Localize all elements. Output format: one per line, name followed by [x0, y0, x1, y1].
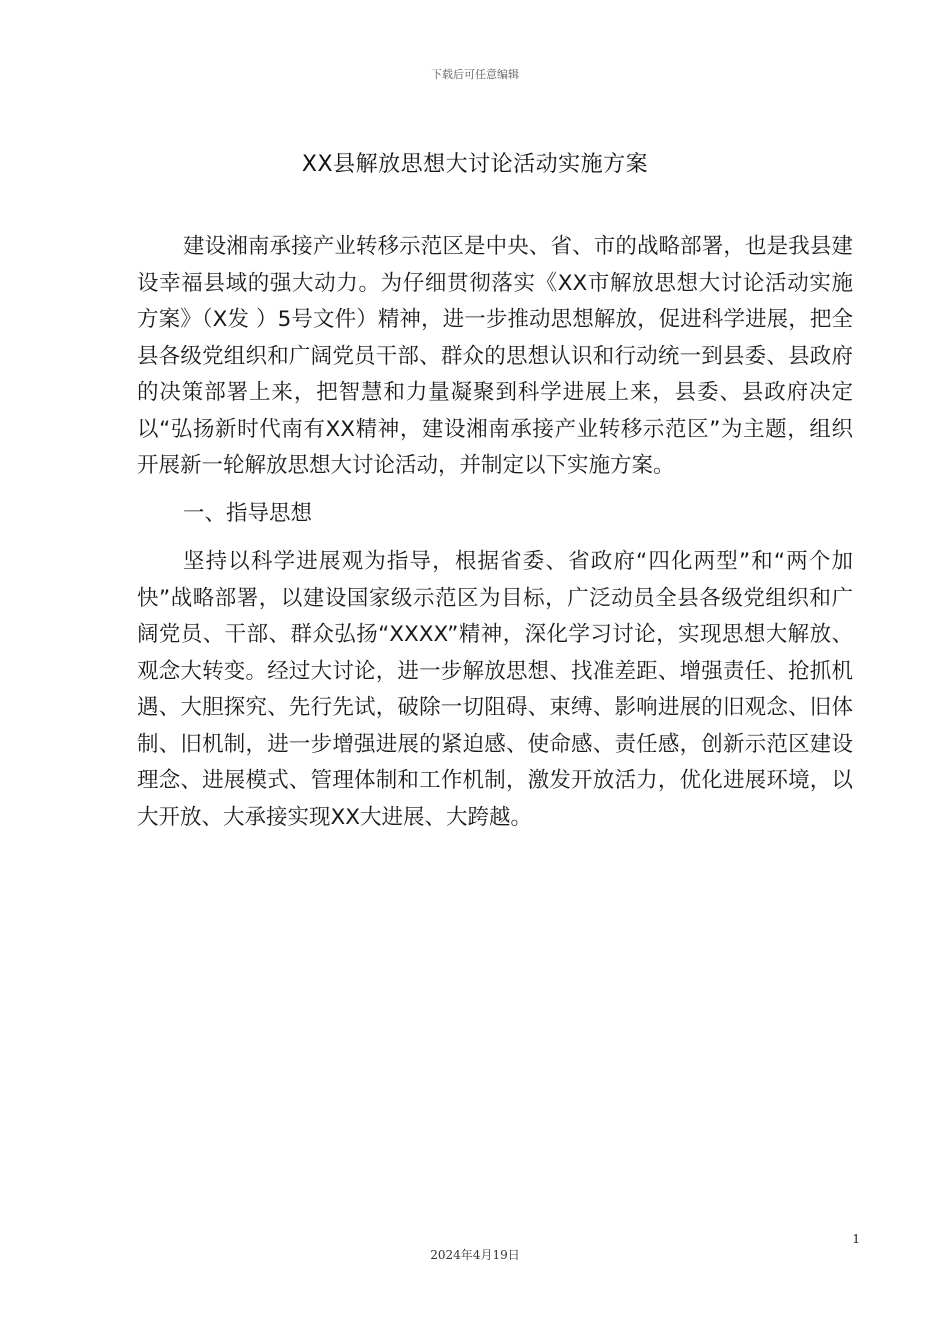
section-heading-guiding-ideology: 一、指导思想	[183, 501, 313, 526]
page-number: 1	[852, 1232, 860, 1246]
header-note: 下载后可任意编辑	[431, 68, 519, 81]
footer-date: 2024年4月19日	[430, 1248, 520, 1262]
document-title: XX县解放思想大讨论活动实施方案	[301, 152, 649, 177]
guiding-ideology-paragraph: 坚持以科学进展观为指导，根据省委、省政府“四化两型”和“两个加快”战略部署，以建设国家级示范区为目标，广泛动员全县各级党组织和广阔党员、干部、群众弘扬“XXXX”精神，深化学习讨论，实现思想大解放、观念大转变。经过大讨论，进一步解放思想、找准差距、增强责任、抢抓机遇、大胆探究、先行先试，破除一切阻碍、束缚、影响进展的旧观念、旧体制、旧机制，进一步增强进展的紧迫感、使命感、责任感，创新示范区建设理念、进展模式、管理体制和工作机制，激发开放活力，优化进展环境，以大开放、大承接实现XX大进展、大跨越。	[137, 549, 853, 830]
document-body	[137, 229, 853, 848]
intro-paragraph: 建设湘南承接产业转移示范区是中央、省、市的战略部署，也是我县建设幸福县域的强大动力。为仔细贯彻落实《XX市解放思想大讨论活动实施方案》（X发 ）5号文件）精神，进一步推动思想解放，促进科学进展，把全县各级党组织和广阔党员干部、群众的思想认识和行动统一到县委、县政府的决策部署上来，把智慧和力量凝聚到科学进展上来，县委、县政府决定以“弘扬新时代南有XX精神，建设湘南承接产业转移示范区”为主题，组织开展新一轮解放思想大讨论活动，并制定以下实施方案。	[137, 234, 853, 478]
